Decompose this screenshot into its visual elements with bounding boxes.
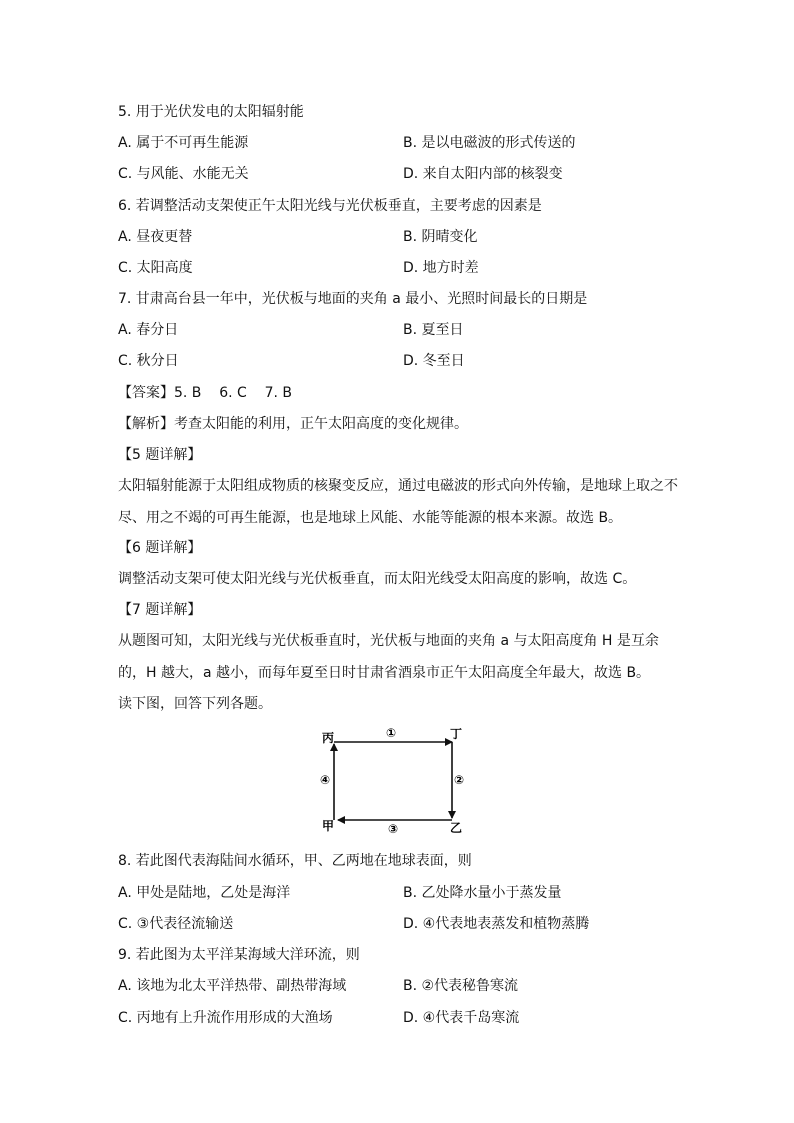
detail-5-text: 太阳辐射能源于太阳组成物质的核聚变反应，通过电磁波的形式向外传输，是地球上取之不尽、用之不竭的可再生能源，也是地球上风能、水能等能源的根本来源。故选 B。 [118, 478, 678, 526]
q5-option-c: C. 与风能、水能无关 [118, 166, 249, 182]
q7-option-d: D. 冬至日 [403, 353, 465, 369]
edge-bottom-label: ③ [388, 822, 399, 836]
q8-option-d: D. ④代表地表蒸发和植物蒸腾 [403, 916, 590, 932]
q6-option-a: A. 昼夜更替 [118, 229, 193, 245]
cycle-diagram [318, 722, 468, 837]
q5-stem: 5. 用于光伏发电的太阳辐射能 [118, 104, 304, 120]
corner-br-label: 乙 [450, 821, 463, 835]
q5-option-a: A. 属于不可再生能源 [118, 135, 249, 151]
q5-option-d: D. 来自太阳内部的核裂变 [403, 166, 563, 182]
q9-stem: 9. 若此图为太平洋某海域大洋环流，则 [118, 947, 360, 963]
q6-option-d: D. 地方时差 [403, 260, 479, 276]
detail-5-title: 【5 题详解】 [118, 447, 202, 463]
q6-option-c: C. 太阳高度 [118, 260, 193, 276]
q7-option-a: A. 春分日 [118, 322, 179, 338]
edge-top-label: ① [386, 726, 397, 740]
q9-option-a: A. 该地为北太平洋热带、副热带海域 [118, 978, 347, 994]
detail-7-text: 从题图可知，太阳光线与光伏板垂直时，光伏板与地面的夹角 a 与太阳高度角 H 是互余的，H 越大，a 越小，而每年夏至日时甘肃省酒泉市正午太阳高度全年最大，故选 B。 [118, 633, 659, 681]
q6-stem: 6. 若调整活动支架使正午太阳光线与光伏板垂直，主要考虑的因素是 [118, 198, 542, 214]
q7-stem: 7. 甘肃高台县一年中，光伏板与地面的夹角 a 最小、光照时间最长的日期是 [118, 291, 588, 307]
q9-option-b: B. ②代表秘鲁寒流 [403, 978, 519, 994]
q7-option-b: B. 夏至日 [403, 322, 464, 338]
corner-tl-label: 丙 [322, 731, 335, 745]
detail-6-title: 【6 题详解】 [118, 540, 202, 556]
detail-7-title: 【7 题详解】 [118, 602, 202, 618]
q7-option-c: C. 秋分日 [118, 353, 179, 369]
q6-option-b: B. 阴晴变化 [403, 229, 478, 245]
intro-line: 读下图，回答下列各题。 [118, 696, 272, 712]
cycle-diagram-svg [318, 722, 468, 837]
edge-left-label: ④ [320, 773, 331, 787]
answer-line: 【答案】5. B 6. C 7. B [118, 385, 293, 401]
q9-option-c: C. 丙地有上升流作用形成的大渔场 [118, 1010, 333, 1026]
q8-option-b: B. 乙处降水量小于蒸发量 [403, 885, 562, 901]
q9-option-d: D. ④代表千岛寒流 [403, 1010, 520, 1026]
edge-right-label: ② [454, 773, 465, 787]
q8-stem: 8. 若此图代表海陆间水循环，甲、乙两地在地球表面，则 [118, 853, 472, 869]
analysis-line: 【解析】考查太阳能的利用，正午太阳高度的变化规律。 [118, 416, 468, 432]
q5-option-b: B. 是以电磁波的形式传送的 [403, 135, 576, 151]
q8-option-c: C. ③代表径流输送 [118, 916, 234, 932]
corner-bl-label: 甲 [322, 819, 335, 833]
detail-6-text: 调整活动支架可使太阳光线与光伏板垂直，而太阳光线受太阳高度的影响，故选 C。 [118, 571, 637, 587]
q8-option-a: A. 甲处是陆地，乙处是海洋 [118, 885, 291, 901]
corner-tr-label: 丁 [450, 727, 463, 741]
